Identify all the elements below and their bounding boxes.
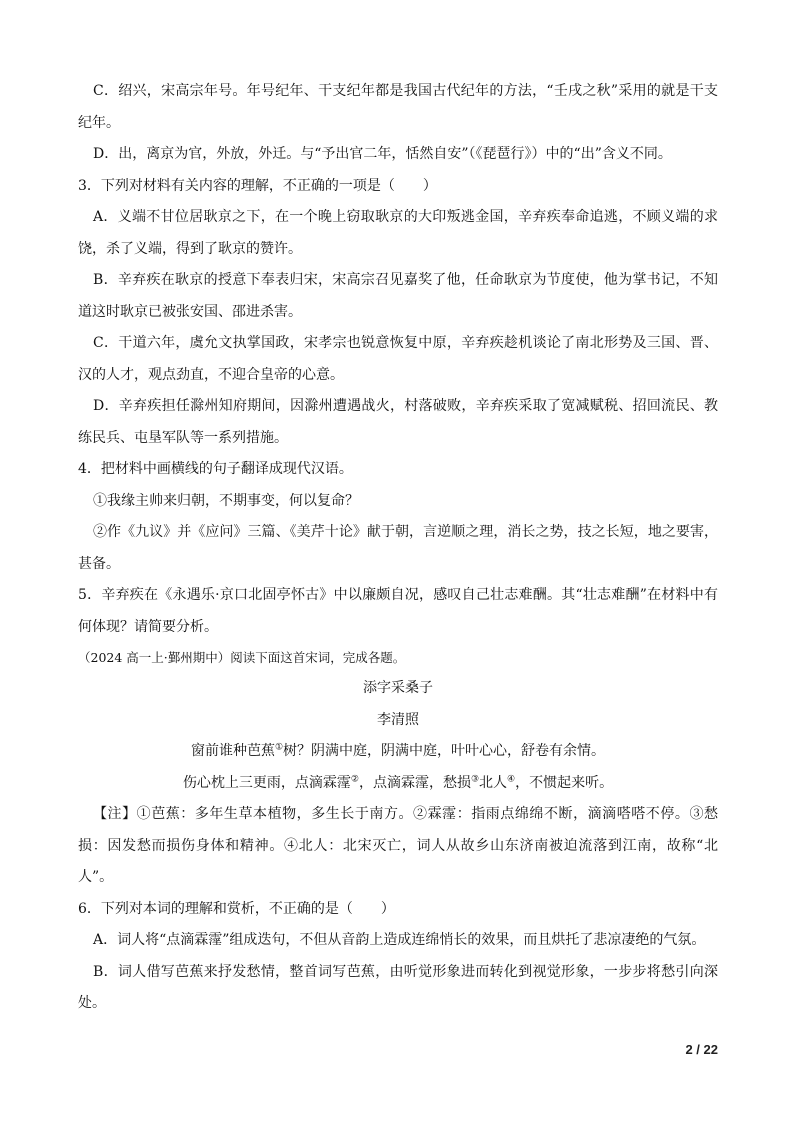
page-number: 2 / 22 [685,1042,718,1057]
q3-option-b: B．辛弃疾在耿京的授意下奉表归宋，宋高宗召见嘉奖了他，任命耿京为节度使，他为掌书记，不知道这时耿京已被张安国、邵进杀害。 [78,272,718,320]
q6-option-b: B．词人借写芭蕉来抒发愁情，整首词写芭蕉，由听觉形象进而转化到视觉形象，一步步将愁引向深处。 [78,963,718,1011]
poem-title: 添字采桑子 [363,680,433,696]
q6-option-a: A．词人将“点滴霖霪”组成迭句，不但从音韵上造成连绵悄长的效果，而且烘托了悲凉凄绝的气氛。 [93,932,706,948]
q4-item-1: ①我缘主帅来归朝，不期事变，何以复命？ [93,492,359,509]
footnote-mark-3: ③ [470,773,480,784]
poem-line-1-a: 窗前谁种芭蕉 [190,743,275,759]
poem-author: 李清照 [377,711,419,728]
poem-line-2-d: ，不惯起来听。 [515,774,614,791]
poem-line-2-a: 伤心枕上三更雨，点滴霖霪 [182,774,351,791]
poem-line-2-c: 北人 [479,774,508,791]
poem-note: 【注】①芭蕉：多年生草本植物，多生长于南方。②霖霪：指雨点绵绵不断，滴滴嗒嗒不停。③愁损：因发愁而损伤身体和精神。④北人：北宋灭亡，词人从故乡山东济南被迫流落到江南，故称“北人”。 [78,806,718,885]
poem-line-1 [78,736,718,768]
q4-stem: 4．把材料中画横线的句子翻译成现代汉语。 [78,461,353,477]
poem-line-2 [78,768,718,800]
footnote-mark-4: ④ [507,773,516,784]
poem-line-2-b: ，点滴霖霪，愁损 [358,774,471,791]
q3-option-d: D．辛弃疾担任滁州知府期间，因滁州遭遇战火，村落破败，辛弃疾采取了宽减赋税、招回流民、教练民兵、屯垦军队等一系列措施。 [78,398,718,446]
q3-option-a: A．义端不甘位居耿京之下，在一个晚上窃取耿京的大印叛逃金国，辛弃疾奉命追逃，不顾义端的求饶，杀了义端，得到了耿京的赞许。 [78,209,718,257]
q3-stem: 3．下列对材料有关内容的理解，不正确的一项是（ ） [78,177,437,194]
q6-stem: 6．下列对本词的理解和赏析，不正确的是（ ） [78,900,395,917]
footnote-mark-1: ① [274,742,284,753]
footnote-mark-2: ② [350,773,359,784]
q3-option-c: C．干道六年，虞允文执掌国政，宋孝宗也锐意恢复中原，辛弃疾趁机谈论了南北形势及三国、晋、汉的人才，观点劲直，不迎合皇帝的心意。 [78,335,718,383]
page-content [78,76,718,1020]
q4-item-2: ②作《九议》并《应问》三篇、《美芹十论》献于朝，言逆顺之理，消长之势，技之长短，地之要害，甚备。 [78,524,718,572]
poem-line-1-b: 树？阴满中庭，阴满中庭，叶叶心心，舒卷有余情。 [283,743,606,759]
q2-option-c: C．绍兴，宋高宗年号。年号纪年、干支纪年都是我国古代纪年的方法，“壬戌之秋”采用的就是干支纪年。 [78,83,718,131]
q5-stem: 5．辛弃疾在《永遇乐·京口北固亭怀古》中以廉颇自况，感叹自己壮志难酬。其“壮志难酬”在材料中有何体现？请简要分析。 [78,587,718,635]
q2-option-d: D．出，离京为官，外放，外迁。与“予出官二年，恬然自安”（《琵琶行》）中的“出”含义不同。 [93,146,672,162]
source-line: （2024 高一上·鄞州期中）阅读下面这首宋词，完成各题。 [78,650,406,665]
